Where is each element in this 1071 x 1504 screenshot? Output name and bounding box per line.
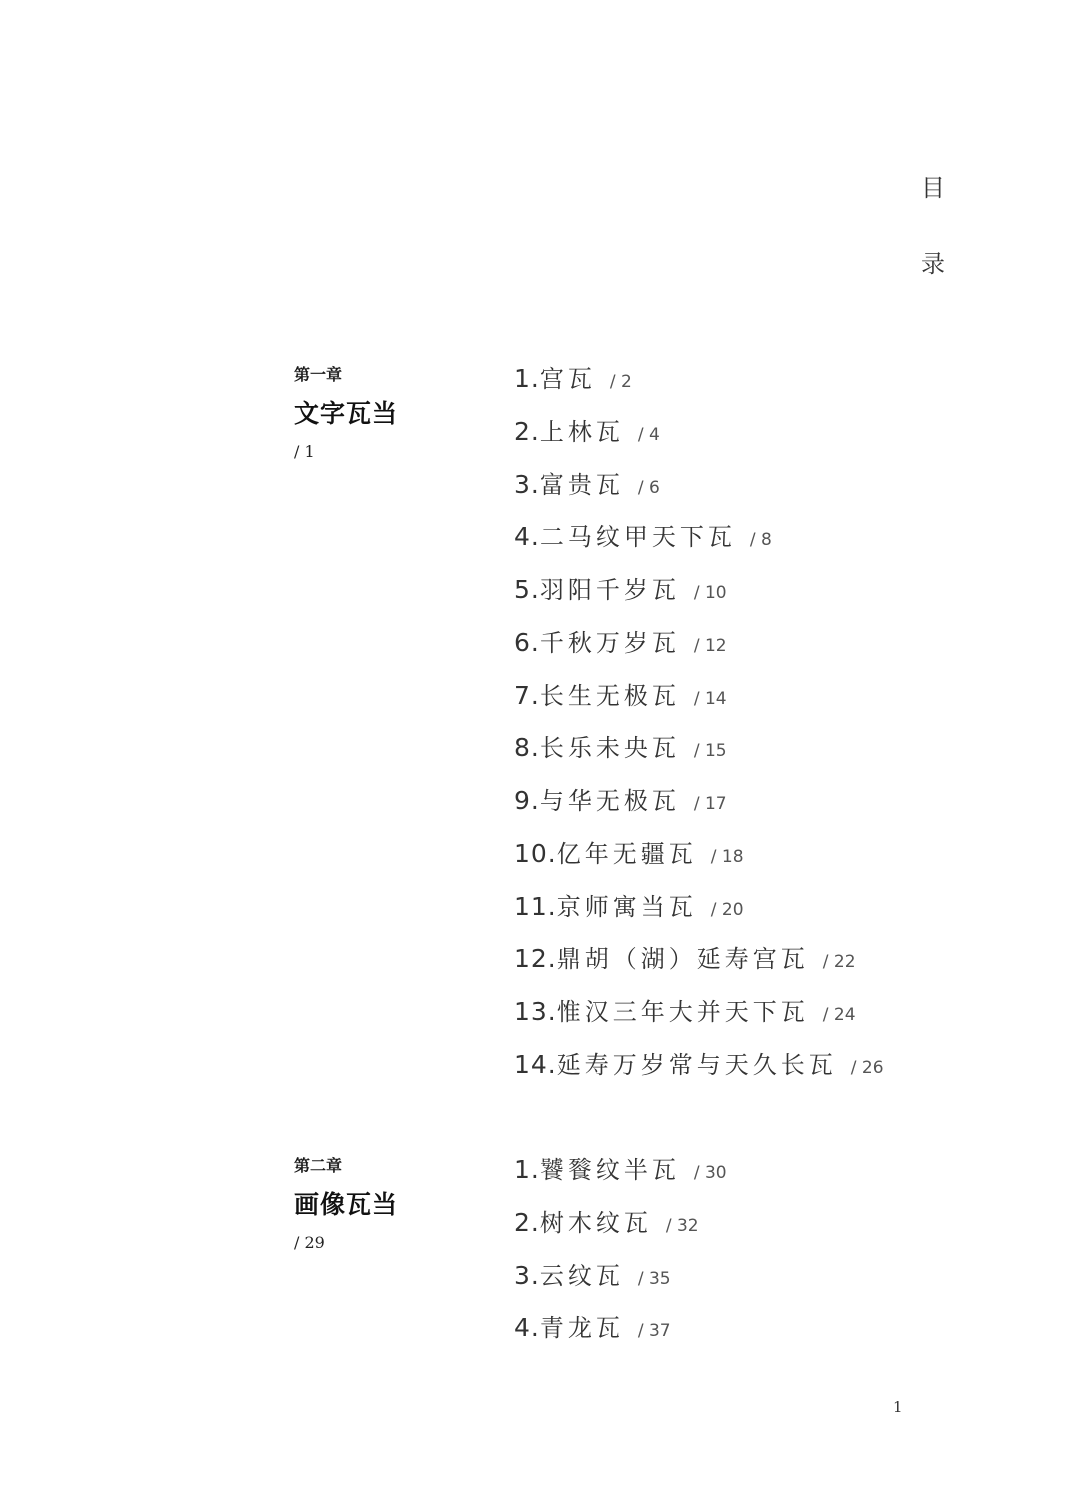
- toc-item-page: / 30: [693, 1163, 727, 1183]
- toc-item-number: 9.: [514, 786, 540, 815]
- toc-item[interactable]: [514, 522, 884, 575]
- chapter-page-number: / 1: [294, 442, 315, 461]
- toc-item[interactable]: [514, 1050, 884, 1103]
- toc-item-page: / 15: [693, 741, 727, 762]
- toc-item-title: 富贵瓦: [539, 470, 624, 499]
- toc-item[interactable]: [514, 892, 884, 945]
- toc-item-page: / 10: [693, 583, 727, 603]
- toc-item-page: / 2: [609, 372, 632, 392]
- page-title-char-1: 目: [921, 174, 945, 202]
- toc-item[interactable]: [514, 733, 884, 786]
- toc-item-number: 1.: [514, 1155, 540, 1184]
- toc-item-title: 与华无极瓦: [539, 787, 680, 815]
- toc-item-page: / 22: [822, 952, 856, 973]
- toc-item-number: 8.: [514, 733, 540, 763]
- toc-item-number: 3.: [514, 469, 540, 499]
- toc-item-number: 2.: [514, 416, 540, 446]
- toc-item-number: 10.: [514, 838, 557, 868]
- toc-item-title: 鼎胡（湖）延寿宫瓦: [556, 945, 809, 974]
- chapter-title: 画像瓦当: [294, 1190, 399, 1219]
- toc-item-page: / 18: [710, 846, 744, 867]
- toc-item-page: / 20: [710, 899, 744, 920]
- toc-item-page: / 26: [850, 1057, 884, 1078]
- toc-item[interactable]: [514, 417, 884, 470]
- toc-item-title: 树木纹瓦: [539, 1208, 652, 1237]
- toc-item[interactable]: [514, 681, 884, 734]
- toc-item[interactable]: [514, 944, 884, 997]
- toc-item-page: / 12: [693, 635, 727, 656]
- toc-item-number: 4.: [514, 1313, 540, 1343]
- toc-item-title: 上林瓦: [539, 417, 624, 446]
- toc-item[interactable]: [514, 575, 884, 628]
- toc-item-number: 3.: [514, 1260, 540, 1290]
- toc-item-page: / 4: [637, 424, 660, 445]
- toc-item-number: 1.: [514, 364, 540, 393]
- toc-item[interactable]: [514, 997, 884, 1050]
- chapter-title: 文字瓦当: [294, 399, 399, 428]
- toc-item[interactable]: [514, 1313, 727, 1366]
- toc-item-title: 亿年无疆瓦: [556, 839, 697, 868]
- page-number: 1: [893, 1398, 903, 1416]
- toc-item-title: 宫瓦: [539, 365, 596, 393]
- chapter-label: 第一章: [294, 365, 343, 384]
- toc-item-number: 5.: [514, 575, 540, 604]
- toc-item[interactable]: [514, 1208, 727, 1261]
- toc-item[interactable]: [514, 839, 884, 892]
- toc-item-title: 京师寓当瓦: [556, 892, 697, 921]
- toc-item[interactable]: [514, 364, 884, 417]
- toc-item-title: 二马纹甲天下瓦: [539, 523, 736, 552]
- toc-item[interactable]: [514, 1261, 727, 1314]
- toc-item-title: 饕餮纹半瓦: [539, 1156, 680, 1184]
- toc-item[interactable]: [514, 628, 884, 681]
- chapter-heading: [294, 1155, 494, 1253]
- toc-item-page: / 35: [637, 1268, 671, 1289]
- toc-list: [514, 364, 884, 1103]
- toc-item-number: 6.: [514, 627, 540, 657]
- toc-item-number: 13.: [514, 997, 557, 1026]
- toc-item-title: 云纹瓦: [539, 1261, 624, 1290]
- toc-item-number: 12.: [514, 944, 557, 974]
- toc-item-number: 7.: [514, 680, 540, 710]
- toc-item-page: / 8: [749, 530, 772, 551]
- toc-item-title: 千秋万岁瓦: [539, 628, 680, 657]
- toc-item-title: 惟汉三年大并天下瓦: [556, 998, 809, 1026]
- toc-item-page: / 6: [637, 477, 660, 498]
- toc-item-title: 长生无极瓦: [539, 681, 680, 710]
- chapter-heading: [294, 364, 494, 462]
- page-title: [918, 150, 948, 302]
- toc-item[interactable]: [514, 786, 884, 839]
- toc-item-title: 青龙瓦: [539, 1314, 624, 1343]
- toc-item-number: 14.: [514, 1049, 557, 1079]
- toc-item-page: / 37: [637, 1321, 671, 1342]
- page-title-char-2: 录: [921, 250, 945, 278]
- toc-item-number: 4.: [514, 522, 540, 552]
- toc-item[interactable]: [514, 470, 884, 523]
- toc-item-number: 2.: [514, 1207, 540, 1237]
- toc-item-page: / 24: [822, 1005, 856, 1025]
- chapter-page-number: / 29: [294, 1233, 325, 1252]
- toc-item-title: 延寿万岁常与天久长瓦: [556, 1050, 837, 1079]
- toc-item-page: / 14: [693, 688, 727, 709]
- toc-item-page: / 17: [693, 794, 727, 814]
- chapter-label: 第二章: [294, 1156, 343, 1175]
- toc-item-number: 11.: [514, 891, 557, 921]
- toc-item-title: 羽阳千岁瓦: [539, 576, 680, 604]
- toc-item[interactable]: [514, 1155, 727, 1208]
- toc-item-title: 长乐未央瓦: [539, 734, 680, 763]
- toc-list: [514, 1155, 727, 1366]
- toc-item-page: / 32: [665, 1215, 699, 1236]
